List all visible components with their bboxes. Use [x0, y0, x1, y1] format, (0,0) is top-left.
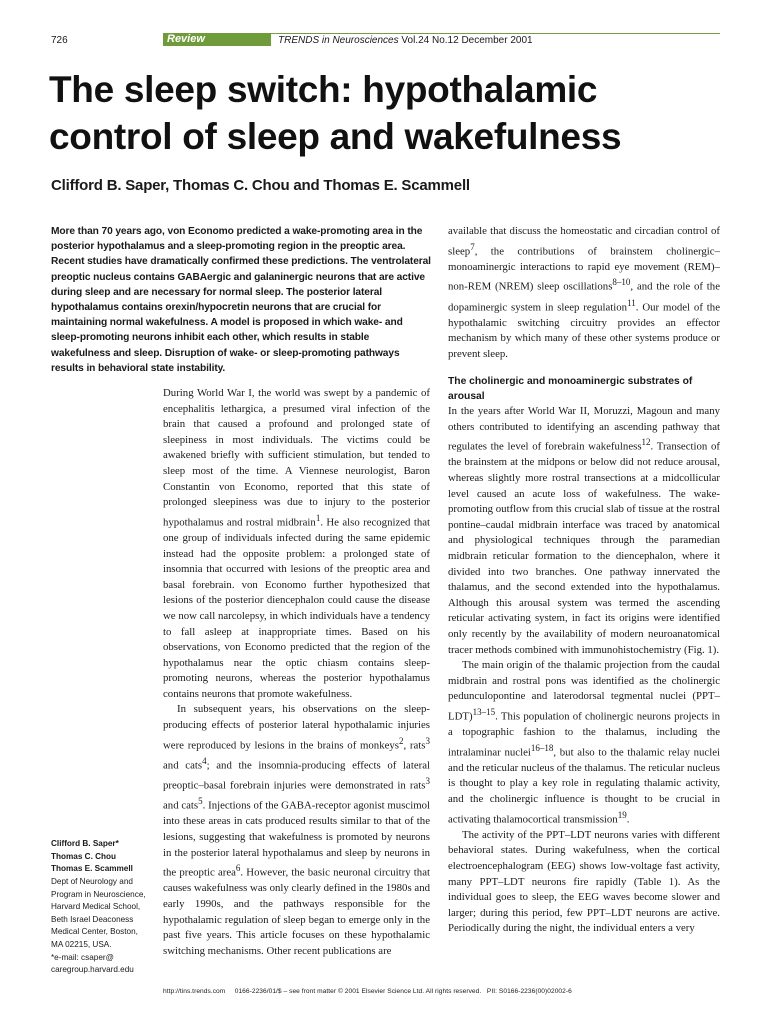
- citation: 4: [202, 755, 207, 766]
- citation: 5: [198, 796, 203, 807]
- citation: 8–10: [612, 277, 631, 288]
- footer-copyright: 0166-2236/01/$ – see front matter © 2001 Elsevier Science Ltd. All rights reserved.: [234, 988, 482, 995]
- citation: 1: [315, 512, 321, 523]
- paragraph: In subsequent years, his observations on the sleep-producing effects of posterior lateral hypothalamic injuries were reproduced by lesions in the brains of monkeys$^2$, rats$^3$ and cats$^4$; and the insomnia-producing effects of lateral preoptic–basal forebrain injuries were demonstrated in rats$^3$ and cats$^5$. Injections of the GABA-receptor agonist muscimol into these areas in cats produced results similar to that of the lesions, suggesting that wakefulness is promoted by neurons in the posterior lateral hypothalamus and sleep by neurons in the preoptic area$^6$. However, the basic neuronal circuitry that causes wakefulness was only clearly defined in the 1980s and early 1990s, and the pathways responsible for the hypothalamic regulation of sleep began to emerge only in the past five years. This article focuses on these hypothalamic switching mechanisms. Other recent publications are: [163, 703, 430, 957]
- email: *e-mail: csaper@: [51, 952, 114, 962]
- footer-url[interactable]: http://tins.trends.com: [163, 988, 226, 995]
- sidebar-author: Thomas C. Chou: [51, 851, 117, 861]
- citation: 16–18: [530, 742, 554, 753]
- paragraph: In the years after World War II, Moruzzi, Magoun and many others contributed to identifying an ascending pathway that regulates the level of forebrain wakefulness$^{12}$. Transection of the brainstem at the midpons or below did not reduce arousal, whereas slightly more rostral transections at a midcollicular level caused an acute loss of wakefulness. The wake-promoting outflow from this crucial slab of tissue at the rostral pontine–caudal midbrain interface was traced by anatomical and physiological techniques through the paramedian midbrain reticular formation to the diencephalon, where it divided into two branches. One pathway innervated the thalamus, and the second extended into the hypothalamus. Although this arousal system was termed the ascending reticular activating system, in fact its origins were identified only recently by the availability of modern neuroanatomical tracer methods combined with immunohistochemistry (Fig. 1).: [448, 405, 720, 656]
- title-line-2: control of sleep and wakefulness: [49, 116, 622, 157]
- paragraph: During World War I, the world was swept by a pandemic of encephalitis lethargica, a presumed viral infection of the brain that caused a profound and prolonged state of sleepiness in most individuals. The victims could be awakened briefly with sufficient stimulation, but tended to sleep most of the time. A Viennese neurologist, Baron Constantin von Economo, reported that this state of prolonged sleepiness was due to injury to the posterior hypothalamus and rostral midbrain$^1$. He also recognized that one group of individuals infected during the same epidemic instead had the opposite problem: a prolonged state of insomnia that occurred with lesions of the preoptic area and basal forebrain. von Economo further hypothesized that lesions of the posterior diencephalon could cause the disease we now call narcolepsy, in which individuals have a tendency to fall asleep at inappropriate times. Based on his observations, von Economo predicted that the region of the hypothalamus near the optic chiasm contains sleep-promoting neurons, whereas the posterior hypothalamus contains neurons that promote wakefulness.: [163, 387, 431, 700]
- body-column-right: [448, 404, 720, 937]
- title-line-1: The sleep switch: hypothalamic: [49, 69, 598, 110]
- sidebar-author: Thomas E. Scammell: [51, 864, 133, 874]
- email: caregroup.harvard.edu: [51, 965, 134, 975]
- citation: 11: [627, 297, 636, 308]
- sidebar-author: Clifford B. Saper*: [51, 839, 119, 848]
- author-list: Clifford B. Saper, Thomas C. Chou and Thomas E. Scammell: [51, 177, 470, 194]
- citation: 3: [425, 735, 430, 746]
- body-column-right-top: [448, 224, 720, 363]
- section-heading: The cholinergic and monoaminergic substrates of arousal: [448, 376, 693, 402]
- affiliation: Dept of Neurology and Program in Neuroscience, Harvard Medical School, Beth Israel Deaconess Medical Center, Boston, MA 02215, USA. *e-mail: csaper@ caregroup.harvard.edu: [51, 876, 156, 977]
- volume-issue: Vol.24 No.12: [401, 35, 459, 46]
- article-title: [49, 66, 729, 160]
- citation: 7: [470, 241, 475, 252]
- footer: [163, 988, 572, 995]
- journal-name: TRENDS in Neurosciences: [278, 35, 399, 46]
- citation: 2: [398, 735, 404, 746]
- citation: 19: [617, 809, 627, 820]
- abstract: More than 70 years ago, von Economo predicted a wake-promoting area in the posterior hypothalamus and a sleep-promoting region in the preoptic area. Recent studies have dramatically confirmed these predictions. The ventrolateral preoptic nucleus contains GABAergic and galaninergic neurons that are active during sleep and are necessary for normal sleep. The posterior lateral hypothalamus contains orexin/hypocretin neurons that are crucial for maintaining normal wakefulness. A model is proposed in which wake- and sleep-promoting neurons inhibit each other, which results in stable wakefulness and sleep. Disruption of wake- or sleep-promoting pathways results in behavioral state instability.: [51, 226, 431, 374]
- paragraph: The activity of the PPT–LDT neurons varies with different behavioral states. During wakefulness, when the cortical electroencephalogram (EEG) shows low-voltage fast activity, many PPT–LDT neurons fire rapidly (Table 1). As the individual goes to sleep, the EEG waves become slower and larger; during this period, few PPT–LDT neurons are active. Periodically during the night, the individual enters a very: [448, 828, 720, 935]
- paragraph: available that discuss the homeostatic and circadian control of sleep$^7$, the contributions of brainstem cholinergic–monoaminergic interactions to rapid eye movement (REM)–non-REM (NREM) sleep oscillations$^{8-10}$, and the role of the dopaminergic system in sleep regulation$^{11}$. Our model of the hypothalamic switching circuitry provides an effector mechanism by which many of these other systems produce or prevent sleep.: [448, 225, 720, 360]
- citation: 3: [425, 776, 430, 787]
- paragraph: The main origin of the thalamic projection from the caudal midbrain and rostral pons was identified as the cholinergic pedunculopontine and laterodorsal tegmental nuclei $(PPT-LDT)^{13-15}$. This population of cholinergic neurons projects in a topographic fashion to the thalamus, including the intralaminar nuclei$^{16-18}$, but also to the thalamic relay nuclei and the reticular nucleus of the thalamus. The reticular nucleus is thought to play a key role in regulating thalamic activity, and the cholinergic influence is thought to be crucial in activating thalamocortical transmission$^{19}$.: [448, 659, 720, 826]
- citation: 12: [641, 437, 651, 448]
- body-column-left: [163, 386, 430, 959]
- issue-date: December 2001: [461, 35, 533, 46]
- page-number: 726: [51, 35, 68, 46]
- author-names-sidebar: [51, 838, 156, 876]
- citation: 6: [235, 863, 241, 874]
- journal-citation: [278, 35, 533, 46]
- section-label: Review: [167, 33, 205, 45]
- citation: 13–15: [472, 706, 496, 717]
- footer-pii: PII: S0166-2236(00)02002-6: [486, 988, 572, 995]
